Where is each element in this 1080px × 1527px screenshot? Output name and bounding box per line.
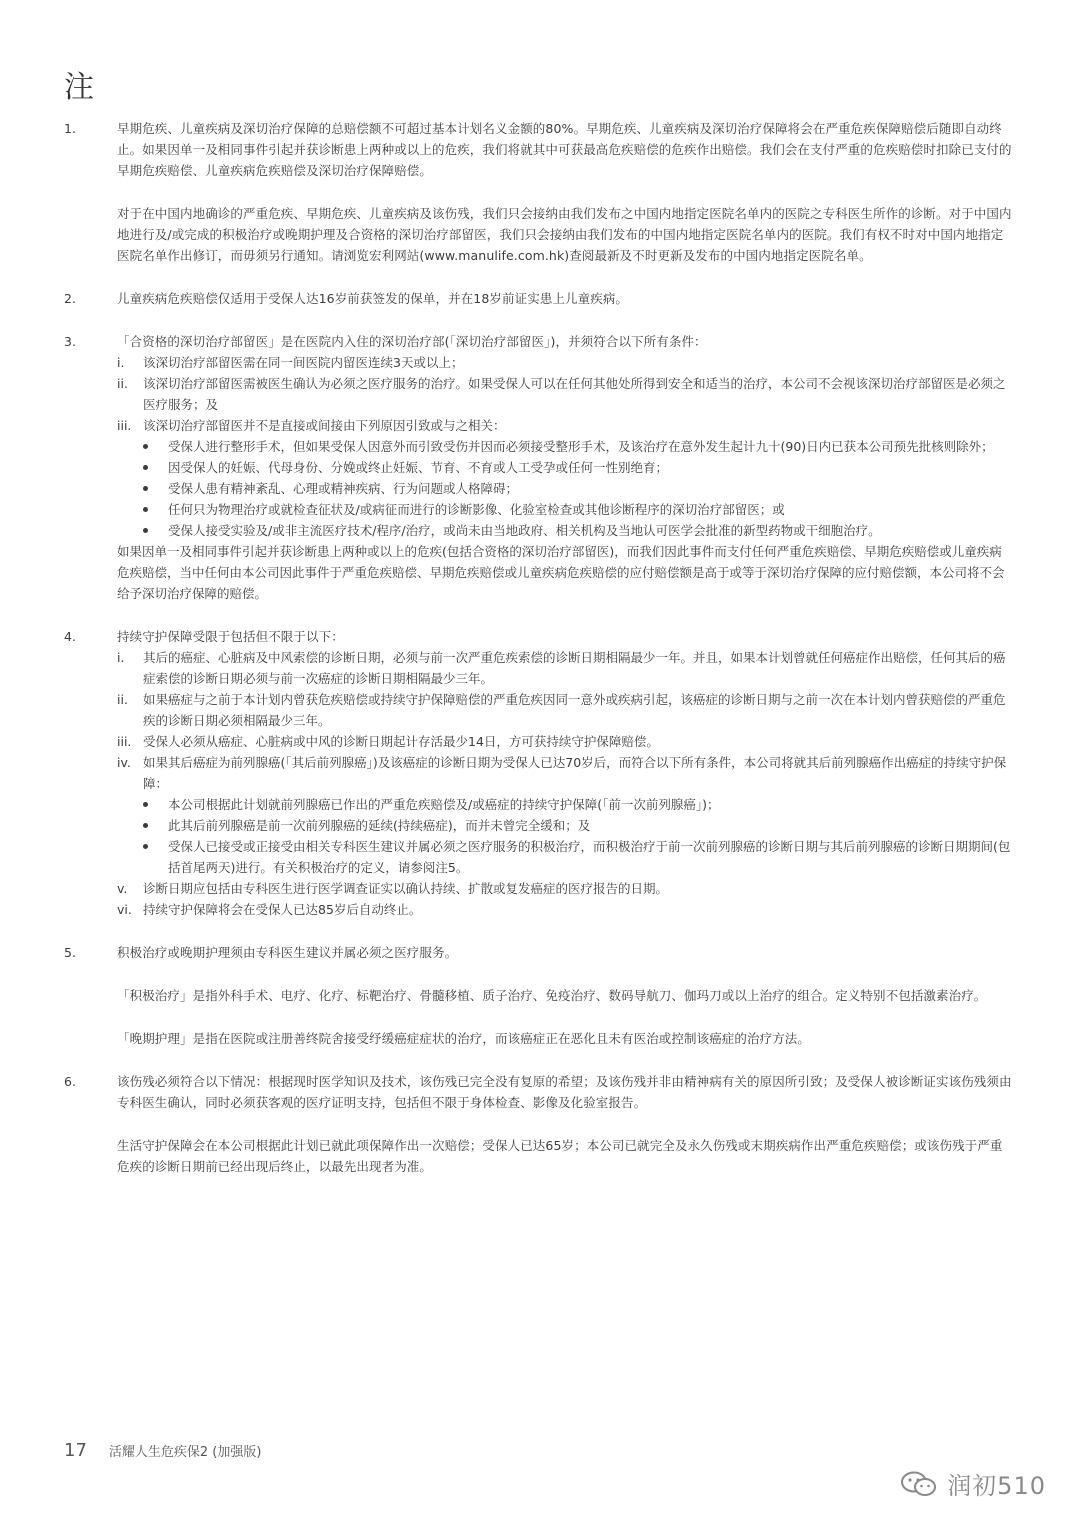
note-number: 6. xyxy=(64,1074,76,1089)
list-item xyxy=(117,373,1013,415)
roman-numeral: ii. xyxy=(117,376,128,391)
note-paragraph: 生活守护保障会在本公司根据此计划已就此项保障作出一次赔偿；受保人已达65岁；本公司已就完全及永久伤残或末期疾病作出严重危疾赔偿；或该伤残于严重危疾的诊断日期前已经出现后终止，以最先出现者为准。 xyxy=(117,1138,1003,1174)
note-3 xyxy=(0,331,1080,604)
bullet-icon xyxy=(143,802,148,807)
bullet-item xyxy=(143,815,1013,836)
list-item xyxy=(117,415,1013,436)
page-footer xyxy=(64,1440,261,1461)
note-4 xyxy=(0,626,1080,920)
roman-numeral: i. xyxy=(117,650,125,665)
bullet-item xyxy=(143,478,1013,499)
note-paragraph: 积极治疗或晚期护理须由专科医生建议并属必须之医疗服务。 xyxy=(117,945,458,960)
note-2 xyxy=(0,288,1080,309)
watermark-text: 润初510 xyxy=(947,1472,1046,1500)
note-tail-paragraph: 如果因单一及相同事件引起并获诊断患上两种或以上的危疾(包括合资格的深切治疗部留医)，而我们因此事件而支付任何严重危疾赔偿、早期危疾赔偿或儿童疾病危疾赔偿，当中任何由本公司因此事件于严重危疾赔偿、早期危疾赔偿或儿童疾病危疾赔偿的应付赔偿额是高于或等于深切治疗保障的应付赔偿额，本公司将不会给予深切治疗保障的赔偿。 xyxy=(117,544,1005,601)
list-item-text: 受保人必须从癌症、心脏病或中风的诊断日期起计存活最少14日，方可获持续守护保障赔偿。 xyxy=(143,734,659,749)
list-item xyxy=(117,689,1013,731)
bullet-text: 受保人进行整形手术，但如果受保人因意外而引致受伤并因而必须接受整形手术，及该治疗在意外发生起计九十(90)日内已获本公司预先批核则除外； xyxy=(168,439,994,454)
bullet-item xyxy=(143,836,1013,878)
note-number: 2. xyxy=(64,291,76,306)
note-1 xyxy=(0,118,1080,266)
bullet-text: 任何只为物理治疗或就检查征状及/或病征而进行的诊断影像、化验室检查或其他诊断程序的深切治疗部留医；或 xyxy=(168,502,785,517)
list-item-text: 如果其后癌症为前列腺癌(「其后前列腺癌」)及该癌症的诊断日期为受保人已达70岁后，而符合以下所有条件，本公司将就其后前列腺癌作出癌症的持续守护保障： xyxy=(143,755,1007,791)
note-5 xyxy=(0,942,1080,1049)
bullet-icon xyxy=(143,844,148,849)
bullet-item xyxy=(143,457,1013,478)
list-item-text: 该深切治疗部留医并不是直接或间接由下列原因引致或与之相关： xyxy=(143,418,506,433)
roman-numeral: i. xyxy=(117,355,125,370)
note-intro: 「合资格的深切治疗部留医」是在医院内入住的深切治疗部(「深切治疗部留医」)，并须符合以下所有条件： xyxy=(117,334,707,349)
note-number: 1. xyxy=(64,121,76,136)
roman-numeral: iii. xyxy=(117,418,132,433)
bullet-text: 因受保人的妊娠、代母身份、分娩或终止妊娠、节育、不育或人工受孕或任何一性别绝育； xyxy=(168,460,669,475)
note-paragraph: 儿童疾病危疾赔偿仅适用于受保人达16岁前获签发的保单，并在18岁前证实患上儿童疾病。 xyxy=(117,291,629,306)
bullet-item xyxy=(143,794,1013,815)
note-paragraph: 早期危疾、儿童疾病及深切治疗保障的总赔偿额不可超过基本计划名义金额的80%。早期危疾、儿童疾病及深切治疗保障将会在严重危疾保障赔偿后随即自动终止。如果因单一及相同事件引起并获诊断患上两种或以上的危疾，我们将就其中可获最高危疾赔偿的危疾作出赔偿。我们会在支付严重的危疾赔偿时扣除已支付的早期危疾赔偿、儿童疾病危疾赔偿及深切治疗保障赔偿。 xyxy=(117,121,1012,178)
bullet-icon xyxy=(143,507,148,512)
list-item xyxy=(117,878,1013,899)
note-paragraph: 「晚期护理」是指在医院或注册善终院舍接受纾缓癌症症状的治疗，而该癌症正在恶化且未有医治或控制该癌症的治疗方法。 xyxy=(117,1031,811,1046)
bullet-text: 受保人接受实验及/或非主流医疗技术/程序/治疗，或尚未由当地政府、相关机构及当地认可医学会批准的新型药物或干细胞治疗。 xyxy=(168,523,881,538)
list-item-text: 诊断日期应包括由专科医生进行医学调查证实以确认持续、扩散或复发癌症的医疗报告的日期。 xyxy=(143,881,669,896)
bullet-icon xyxy=(143,444,148,449)
bullet-icon xyxy=(143,486,148,491)
bullet-text: 受保人患有精神紊乱、心理或精神疾病、行为问题或人格障碍； xyxy=(168,481,519,496)
document-title: 活耀人生危疾保2 (加强版) xyxy=(108,1445,262,1460)
list-item xyxy=(117,647,1013,689)
bullet-icon xyxy=(143,823,148,828)
list-item-text: 该深切治疗部留医需在同一间医院内留医连续3天或以上； xyxy=(143,355,464,370)
list-item xyxy=(117,731,1013,752)
list-item xyxy=(117,752,1013,794)
bullet-text: 本公司根据此计划就前列腺癌已作出的严重危疾赔偿及/或癌症的持续守护保障(「前一次前列腺癌」)； xyxy=(168,797,720,812)
roman-numeral: iii. xyxy=(117,734,132,749)
note-number: 4. xyxy=(64,629,76,644)
page-number: 17 xyxy=(64,1440,87,1461)
bullet-icon xyxy=(143,465,148,470)
list-item xyxy=(117,899,1013,920)
list-item xyxy=(117,352,1013,373)
roman-numeral: vi. xyxy=(117,902,132,917)
list-item-text: 如果癌症与之前于本计划内曾获危疾赔偿或持续守护保障赔偿的严重危疾因同一意外或疾病引起，该癌症的诊断日期与之前一次在本计划内曾获赔偿的严重危疾的诊断日期必须相隔最少三年。 xyxy=(143,692,1006,728)
note-intro: 持续守护保障受限于包括但不限于以下： xyxy=(117,629,344,644)
bullet-item xyxy=(143,520,1013,541)
notes-list xyxy=(0,118,1080,1199)
watermark xyxy=(899,1466,1046,1501)
note-paragraph: 「积极治疗」是指外科手术、电疗、化疗、标靶治疗、骨髓移植、质子治疗、免疫治疗、数码导航刀、伽玛刀或以上治疗的组合。定义特别不包括激素治疗。 xyxy=(117,988,987,1003)
bullet-text: 此其后前列腺癌是前一次前列腺癌的延续(持续癌症)，而并未曾完全缓和；及 xyxy=(168,818,591,833)
bullet-item xyxy=(143,499,1013,520)
note-paragraph: 对于在中国内地确诊的严重危疾、早期危疾、儿童疾病及该伤残，我们只会接纳由我们发布之中国内地指定医院名单内的医院之专科医生所作的诊断。对于中国内地进行及/或完成的积极治疗或晚期护理及合资格的深切治疗部留医，我们只会接纳由我们发布的中国内地指定医院名单内的医院。我们有权不时对中国内地指定医院名单作出修订，而毋须另行通知。请浏览宏利网站(www.manulife.com.hk)查阅最新及不时更新及发布的中国内地指定医院名单。 xyxy=(117,206,1012,263)
note-paragraph: 该伤残必须符合以下情况：根据现时医学知识及技术，该伤残已完全没有复原的希望；及该伤残并非由精神病有关的原因所引致；及受保人被诊断证实该伤残须由专科医生确认，同时必须获客观的医疗证明支持，包括但不限于身体检查、影像及化验室报告。 xyxy=(117,1074,1012,1110)
wechat-icon xyxy=(899,1470,939,1498)
note-number: 3. xyxy=(64,334,76,349)
note-6 xyxy=(0,1071,1080,1177)
note-number: 5. xyxy=(64,945,76,960)
list-item-text: 持续守护保障将会在受保人已达85岁后自动终止。 xyxy=(143,902,422,917)
roman-numeral: iv. xyxy=(117,755,131,770)
list-item-text: 该深切治疗部留医需被医生确认为必须之医疗服务的治疗。如果受保人可以在任何其他处所得到安全和适当的治疗，本公司不会视该深切治疗部留医是必须之医疗服务；及 xyxy=(143,376,1006,412)
bullet-text: 受保人已接受或正接受由相关专科医生建议并属必须之医疗服务的积极治疗，而积极治疗于前一次前列腺癌的诊断日期与其后前列腺癌的诊断日期期间(包括首尾两天)进行。有关积极治疗的定义，请参阅注5。 xyxy=(168,839,1011,875)
list-item-text: 其后的癌症、心脏病及中风索偿的诊断日期，必须与前一次严重危疾索偿的诊断日期相隔最少一年。并且，如果本计划曾就任何癌症作出赔偿，任何其后的癌症索偿的诊断日期必须与前一次癌症的诊断日期相隔最少三年。 xyxy=(143,650,1006,686)
roman-numeral: v. xyxy=(117,881,128,896)
page-title: 注 xyxy=(64,70,94,105)
bullet-icon xyxy=(143,528,148,533)
bullet-item xyxy=(143,436,1013,457)
roman-numeral: ii. xyxy=(117,692,128,707)
